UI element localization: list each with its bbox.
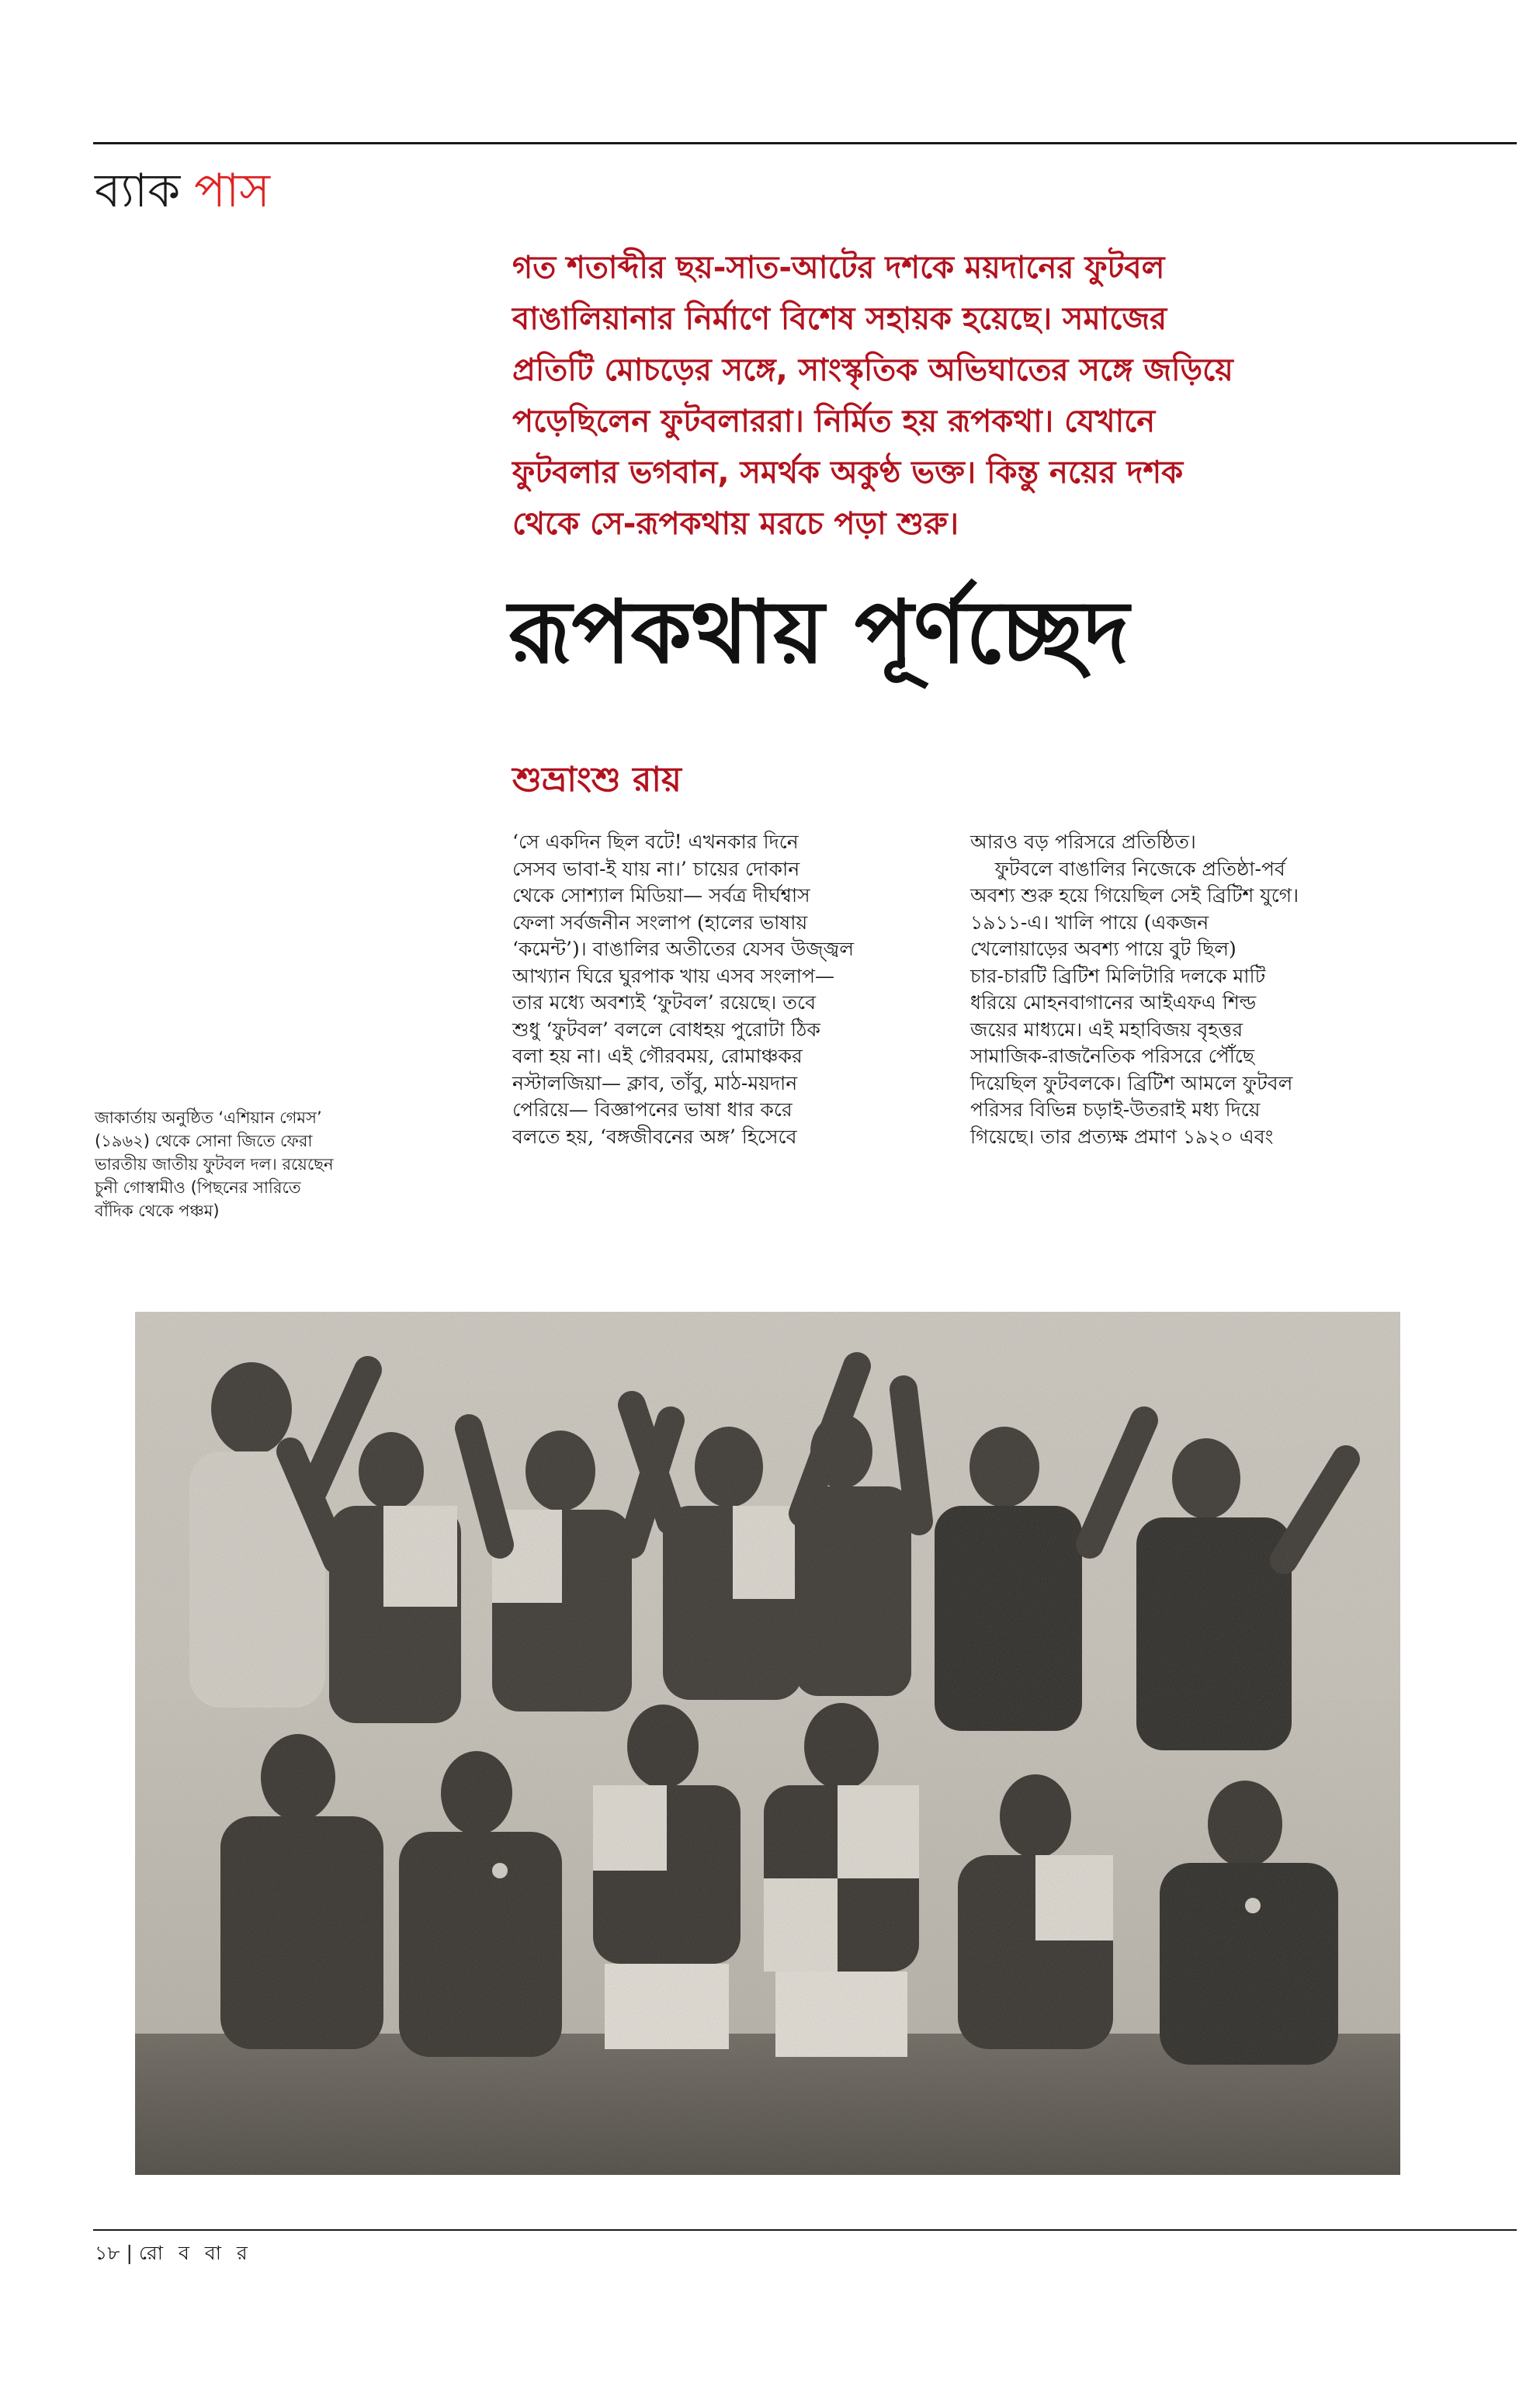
article-headline: রূপকথায় পূর্ণচ্ছেদ xyxy=(508,581,1129,683)
page-number: ১৮ xyxy=(95,2242,120,2264)
team-photo xyxy=(135,1312,1400,2175)
caption-line: বাঁদিক থেকে পঞ্চম) xyxy=(95,1202,220,1220)
body-line: নস্টালজিয়া— ক্লাব, তাঁবু, মাঠ-ময়দান xyxy=(512,1071,798,1094)
body-line: গিয়েছে। তার প্রত্যক্ষ প্রমাণ ১৯২০ এবং xyxy=(970,1125,1274,1148)
body-line: খেলোয়াড়ের অবশ্য পায়ে বুট ছিল) xyxy=(970,938,1237,960)
body-line: আরও বড় পরিসরে প্রতিষ্ঠিত। xyxy=(970,831,1196,853)
body-line: তার মধ্যে অবশ্যই ‘ফুটবল’ রয়েছে। তবে xyxy=(512,991,816,1014)
bottom-rule xyxy=(93,2229,1517,2231)
photo-caption xyxy=(95,1106,460,1223)
team-photo-illustration xyxy=(135,1312,1400,2175)
lede-line: পড়েছিলেন ফুটবলাররা। নির্মিত হয় রূপকথা। যেখানে xyxy=(512,404,1156,439)
body-line: অবশ্য শুরু হয়ে গিয়েছিল সেই ব্রিটিশ যুগে। xyxy=(970,884,1299,907)
body-line: ফেলা সর্বজনীন সংলাপ (হালের ভাষায় xyxy=(512,910,808,934)
body-line: জয়ের মাধ্যমে। এই মহাবিজয় বৃহত্তর xyxy=(970,1018,1243,1041)
lede-line: বাঙালিয়ানার নির্মাণে বিশেষ সহায়ক হয়েছে। সমাজের xyxy=(512,301,1167,337)
section-heading-word-pass: পাস xyxy=(194,164,270,218)
body-line: বলতে হয়, ‘বঙ্গজীবনের অঙ্গ’ হিসেবে xyxy=(512,1125,797,1148)
body-line: সেসব ভাবা-ই যায় না।’ চায়ের দোকান xyxy=(512,857,800,880)
page-footer xyxy=(95,2239,252,2267)
body-line: শুধু ‘ফুটবল’ বললে বোধহয় পুরোটা ঠিক xyxy=(512,1018,820,1041)
body-line: ফুটবলে বাঙালির নিজেকে প্রতিষ্ঠা-পর্ব xyxy=(970,857,1285,880)
lede-paragraph xyxy=(512,242,1475,550)
body-line: ‘সে একদিন ছিল বটে! এখনকার দিনে xyxy=(512,831,799,853)
body-line: ১৯১১-এ। খালি পায়ে (একজন xyxy=(970,910,1209,934)
author-byline: শুভ্রাংশু রায় xyxy=(512,760,682,799)
lede-line: প্রতিটি মোচড়ের সঙ্গে, সাংস্কৃতিক অভিঘাতের সঙ্গে জড়িয়ে xyxy=(512,352,1233,388)
body-column-1 xyxy=(512,829,978,1150)
body-line: ধরিয়ে মোহনবাগানের আইএফএ শিল্ড xyxy=(970,991,1257,1014)
body-line: পেরিয়ে— বিজ্ঞাপনের ভাষা ধার করে xyxy=(512,1098,793,1121)
caption-line: ভারতীয় জাতীয় ফুটবল দল। রয়েছেন xyxy=(95,1155,334,1174)
body-line: পরিসর বিভিন্ন চড়াই-উতরাই মধ্য দিয়ে xyxy=(970,1098,1261,1121)
section-heading xyxy=(95,163,270,219)
body-line: দিয়েছিল ফুটবলকে। ব্রিটিশ আমলে ফুটবল xyxy=(970,1071,1293,1094)
lede-line: গত শতাব্দীর ছয়-সাত-আটের দশকে ময়দানের ফুটবল xyxy=(512,250,1165,286)
body-line: থেকে সোশ্যাল মিডিয়া— সর্বত্র দীর্ঘশ্বাস xyxy=(512,884,810,907)
lede-line: ফুটবলার ভগবান, সমর্থক অকুণ্ঠ ভক্ত। কিন্তু নয়ের দশক xyxy=(512,455,1184,491)
body-line: আখ্যান ঘিরে ঘুরপাক খায় এসব সংলাপ— xyxy=(512,964,834,987)
top-rule xyxy=(93,142,1517,144)
body-line: বলা হয় না। এই গৌরবময়, রোমাঞ্চকর xyxy=(512,1045,803,1067)
magazine-name: রো ব বা র xyxy=(138,2242,252,2264)
body-column-2 xyxy=(970,829,1436,1150)
footer-separator: | xyxy=(126,2242,133,2264)
caption-line: চুনী গোস্বামীও (পিছনের সারিতে xyxy=(95,1178,301,1197)
caption-line: জাকার্তায় অনুষ্ঠিত ‘এশিয়ান গেমস’ xyxy=(95,1108,322,1127)
caption-line: (১৯৬২) থেকে সোনা জিতে ফেরা xyxy=(95,1132,313,1150)
body-line: ‘কমেন্ট’)। বাঙালির অতীতের যেসব উজ্জ্বল xyxy=(512,938,855,960)
body-line: চার-চারটি ব্রিটিশ মিলিটারি দলকে মাটি xyxy=(970,964,1266,987)
section-heading-word-back: ব্যাক xyxy=(95,164,181,218)
lede-line: থেকে সে-রূপকথায় মরচে পড়া শুরু। xyxy=(512,506,959,542)
body-line: সামাজিক-রাজনৈতিক পরিসরে পৌঁছে xyxy=(970,1045,1255,1067)
